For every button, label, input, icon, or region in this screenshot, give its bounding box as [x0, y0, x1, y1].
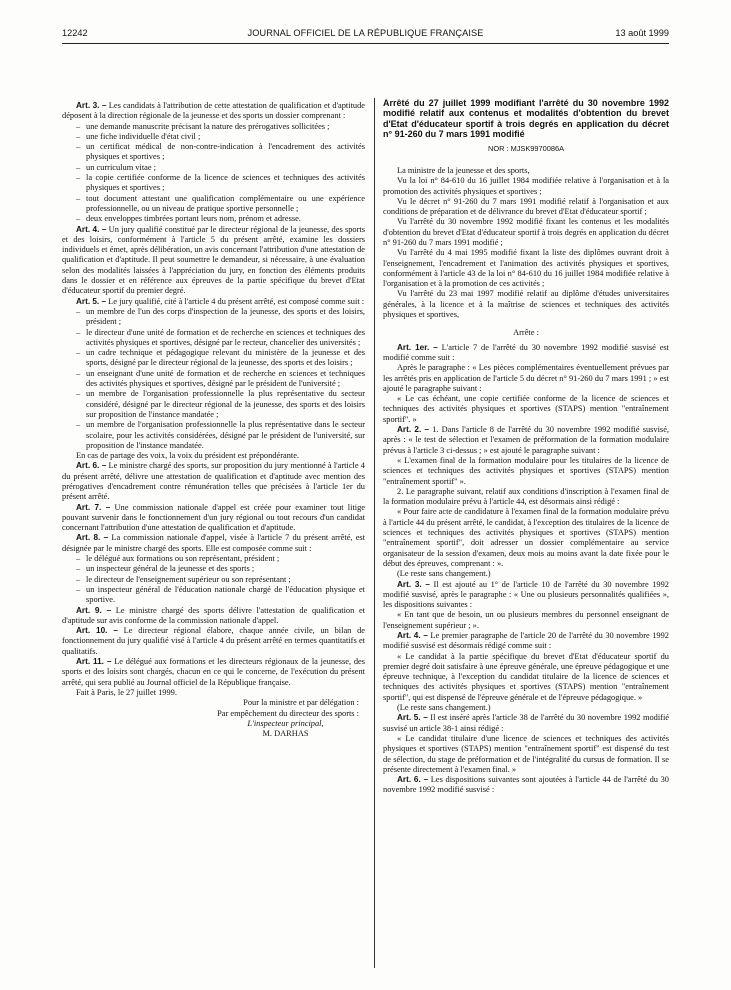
list-item: – un membre de l'organisation professionnelle la plus représentative du secteur considéré, désigné par le directeur régional de la jeunesse, des sports et des loisirs sur proposition de l'instance mandatée ; — [76, 389, 365, 420]
list-item: – le délégué aux formations ou son représentant, président ; — [76, 554, 365, 564]
article-1: Art. 1er. – L'article 7 de l'arrêté du 30 novembre 1992 modifié susvisé est modifié comme suit : — [383, 342, 670, 362]
list-item: – un membre de l'organisation professionnelle la plus représentative dans le secteur scolaire, pour les activités considérées, désigné par le président de l'université, sur proposition de l'instance mandatée. — [76, 420, 365, 451]
paragraph: « En tant que de besoin, un ou plusieurs membres du personnel enseignant de l'enseignement supérieur ; ». — [383, 610, 669, 630]
list-item: – une demande manuscrite précisant la nature des prérogatives sollicitées ; — [76, 122, 365, 132]
paragraph: « Le candidat titulaire d'une licence de sciences et techniques des activités physiques et sportives (STAPS) mention "entraînement sportif" est dispensé du test de sélection, du stage de préformation et de l'intégralité du cursus de formation. Il se présente directement à l'examen final. » — [383, 733, 669, 774]
list-item: – le directeur d'une unité de formation et de recherche en sciences et techniques des activités physiques et sportives, désigné par le recteur, chancelier des universités ; — [76, 328, 365, 349]
article-3-list — [62, 122, 365, 225]
article-10: Art. 10. – Le directeur régional élabore, chaque année civile, un bilan de fonctionnement du jury qualifié visé à l'article 4 du présent arrêté en termes quantitatifs et qualitatifs. — [62, 626, 365, 656]
article-8-list — [62, 554, 365, 605]
page-number: 12242 — [62, 28, 88, 38]
article-9: Art. 9. – Le ministre chargé des sports délivre l'attestation de qualification et d'aptitude sur avis conforme de la commission nationale d'appel. — [62, 605, 365, 625]
article-11: Art. 11. – Le délégué aux formations et les directeurs régionaux de la jeunesse, des sports et des loisirs sont chargés, chacun en ce qui le concerne, de l'exécution du présent arrêté, qui sera publié au Journal officiel de la République française. — [62, 657, 366, 687]
list-item: – une fiche individuelle d'état civil ; — [76, 132, 365, 142]
signature-block — [62, 698, 365, 739]
page-header — [62, 28, 669, 42]
paragraph: 2. Le paragraphe suivant, relatif aux conditions d'inscription à l'examen final de la formation modulaire prévu à l'article 44, est désormais ainsi rédigé : — [383, 486, 669, 507]
article-2: Art. 2. – 1. Dans l'article 8 de l'arrêté du 30 novembre 1992 modifié susvisé, après : « le test de sélection et l'examen de préformation de la formation modulaire prévus à l'article 3 ci-dessus ; » est ajouté le paragraphe suivant : — [383, 425, 670, 455]
article-5: Art. 5. – Le jury qualifié, cité à l'article 4 du présent arrêté, est composé comme suit : — [76, 296, 365, 306]
article-5-right: Art. 5. – Il est inséré après l'article 38 de l'arrêté du 30 novembre 1992 modifié susvisé un article 38-1 ainsi rédigé : — [383, 713, 669, 733]
decree-title: Arrêté du 27 juillet 1999 modifiant l'arrêté du 30 novembre 1992 modifié relatif aux contenus et modalités d'obtention du brevet d'Etat d'éducateur sportif à trois degrés en application du décret n° 91-260 du 7 mars 1991 modifié — [383, 98, 669, 140]
signatory-name: M. DARHAS — [262, 729, 309, 739]
header-rule — [62, 43, 669, 44]
signature-line: Pour la ministre et par délégation : — [243, 698, 359, 708]
list-item: – un enseignant d'une unité de formation et de recherche en sciences et techniques des activités physiques et sportives, désigné par le président de l'université ; — [76, 369, 365, 390]
done-at: Fait à Paris, le 27 juillet 1999. — [76, 687, 177, 697]
list-item: – un certificat médical de non-contre-indication à l'encadrement des activités physiques et sportives ; — [76, 142, 365, 163]
list-item: – tout document attestant une qualification complémentaire ou une expérience professionnelle, ou un niveau de pratique sportive personnelle ; — [76, 194, 365, 215]
issue-date: 13 août 1999 — [615, 28, 669, 38]
article-5-tie: En cas de partage des voix, la voix du président est prépondérante. — [76, 451, 300, 461]
article-6-right: Art. 6. – Les dispositions suivantes sont ajoutées à l'article 44 de l'arrêté du 30 novembre 1992 modifié susvisé : — [383, 775, 669, 795]
journal-title: JOURNAL OFFICIEL DE LA RÉPUBLIQUE FRANÇAISE — [247, 28, 484, 38]
article-5-list — [62, 307, 365, 451]
signature-line: Par empêchement du directeur des sports : — [217, 708, 359, 718]
nor-reference: NOR : MJSK9970086A — [488, 143, 564, 153]
vu-paragraph: Vu la loi n° 84-610 du 16 juillet 1984 modifiée relative à l'organisation et à la promotion des activités physiques et sportives ; — [383, 176, 669, 196]
vu-paragraph: Vu l'arrêté du 23 mai 1997 modifié relatif au diplôme d'études universitaires générales, à la licence et à la maîtrise de sciences et techniques des activités physiques et sportives, — [383, 289, 669, 320]
list-item: – deux enveloppes timbrées portant leurs nom, prénom et adresse. — [76, 214, 365, 224]
list-item: – le directeur de l'enseignement supérieur ou son représentant ; — [76, 575, 365, 585]
article-3-right: Art. 3. – Il est ajouté au 1° de l'article 10 de l'arrêté du 30 novembre 1992 modifié susvisé, après le paragraphe : « Une ou plusieurs personnalités qualifiées », les dispositions suivantes : — [383, 579, 669, 610]
list-item: – un cadre technique et pédagogique relevant du ministère de la jeunesse et des sports, désigné par le directeur régional de la jeunesse, des sports et des loisirs ; — [76, 348, 365, 369]
paragraph: Après le paragraphe : « Les pièces complémentaires éventuellement prévues par les arrêtés pris en application de l'article 5 du décret n° 91-260 du 7 mars 1991 ; » est ajouté le paragraphe suivant : — [383, 363, 669, 393]
vu-paragraph: Vu l'arrêté du 4 mai 1995 modifié fixant la liste des diplômes ouvrant droit à l'enseignement, l'encadrement et l'animation des activités physiques et sportives, conformément à l'article 43 de la loi n° 84-610 du 16 juillet 1984 modifiée relative à l'organisation et à la promotion de ces activités ; — [383, 248, 669, 289]
paragraph: « L'examen final de la formation modulaire pour les titulaires de la licence de sciences et techniques des activités physiques et sportives (STAPS) mention "entraînement sportif" ». — [383, 455, 669, 486]
paragraph: « Le candidat à la partie spécifique du brevet d'Etat d'éducateur sportif du premier degré doit satisfaire à une épreuve générale, une épreuve pédagogique et une épreuve technique, à l'exception du candidat titulaire de la licence de sciences et techniques des activités physiques et sportives (STAPS) mention "entraînement sportif", qui est dispensé de l'épreuve générale et de l'épreuve pédagogique. » — [383, 651, 669, 702]
article-3: Art. 3. – Les candidats à l'attribution de cette attestation de qualification et d'aptitude déposent à la direction régionale de la jeunesse et des sports un dossier comprenant : — [62, 101, 365, 121]
article-4-right: Art. 4. – Le premier paragraphe de l'article 20 de l'arrêté du 30 novembre 1992 modifié susvisé est désormais rédigé comme suit : — [383, 630, 669, 651]
list-item: – un inspecteur général de l'éducation nationale chargé de l'éducation physique et sportive. — [76, 585, 365, 606]
vu-paragraph: Vu le décret n° 91-260 du 7 mars 1991 modifié relatif à l'organisation et aux conditions de préparation et de délivrance du brevet d'Etat d'éducateur sportif ; — [383, 196, 669, 217]
vu-paragraph: Vu l'arrêté du 30 novembre 1992 modifié fixant les contenus et les modalités d'obtention du brevet d'Etat d'éducateur sportif à trois degrés en application du décret n° 91-260 du 7 mars 1991 modifié ; — [383, 217, 669, 247]
paragraph: « Pour faire acte de candidature à l'examen final de la formation modulaire prévu à l'article 44 du présent arrêté, le candidat, à l'exception des titulaires de la licence de sciences et techniques des activités physiques et sportives (STAPS) mention "entraînement sportif", doit adresser un dossier complémentaire au service organisateur de la session d'examen, deux mois au moins avant la date fixée pour le début des épreuves, comprenant : ». — [383, 507, 669, 568]
article-4: Art. 4. – Un jury qualifié constitué par le directeur régional de la jeunesse, des sports et des loisirs, conformément à l'article 5 du présent arrêté, examine les dossiers individuels et émet, après délibération, un avis concernant l'attribution d'une attestation de qualification et d'aptitude. Il peut soumettre le demandeur, si nécessaire, à une évaluation selon des modalités laissées à l'appréciation du jury, en fonction des éléments produits dans le dossier et en référence aux épreuves de la partie spécifique du brevet d'Etat d'éducateur sportif du premier degré. — [62, 224, 365, 296]
list-item: – la copie certifiée conforme de la licence de sciences et techniques des activités physiques et sportives ; — [76, 173, 365, 194]
column-divider — [374, 98, 375, 968]
left-column — [62, 101, 365, 739]
article-8: Art. 8. – La commission nationale d'appel, visée à l'article 7 du présent arrêté, est désignée par le ministre chargé des sports. Elle est composée comme suit : — [62, 533, 365, 553]
article-7: Art. 7. – Une commission nationale d'appel est créée pour examiner tout litige pouvant survenir dans le fonctionnement d'un jury régional ou tout recours d'un candidat concernant l'attribution d'une attestation de qualification et d'aptitude. — [62, 502, 366, 533]
right-column — [383, 98, 669, 796]
paragraph: (Le reste sans changement.) — [397, 703, 491, 713]
intro: La ministre de la jeunesse et des sports, — [397, 165, 530, 175]
article-6: Art. 6. – Le ministre chargé des sports, sur proposition du jury mentionné à l'article 4 du présent arrêté, délivre une attestation de qualification et d'aptitude avec mention des prérogatives d'encadrement contre rémunération telles que précisées à l'article 1er du présent arrêté. — [62, 461, 365, 502]
list-item: – un curriculum vitae ; — [76, 163, 365, 173]
arrete-heading: Arrête : — [513, 328, 539, 338]
paragraph: « Le cas échéant, une copie certifiée conforme de la licence de sciences et techniques des activités physiques et sportives (STAPS) mention "entraînement sportif". » — [383, 394, 669, 424]
signature-title: L'inspecteur principal, — [247, 718, 324, 728]
list-item: – un membre de l'un des corps d'inspection de la jeunesse, des sports et des loisirs, président ; — [76, 307, 365, 328]
list-item: – un inspecteur général de la jeunesse et des sports ; — [76, 564, 365, 574]
paragraph: (Le reste sans changement.) — [397, 569, 491, 579]
